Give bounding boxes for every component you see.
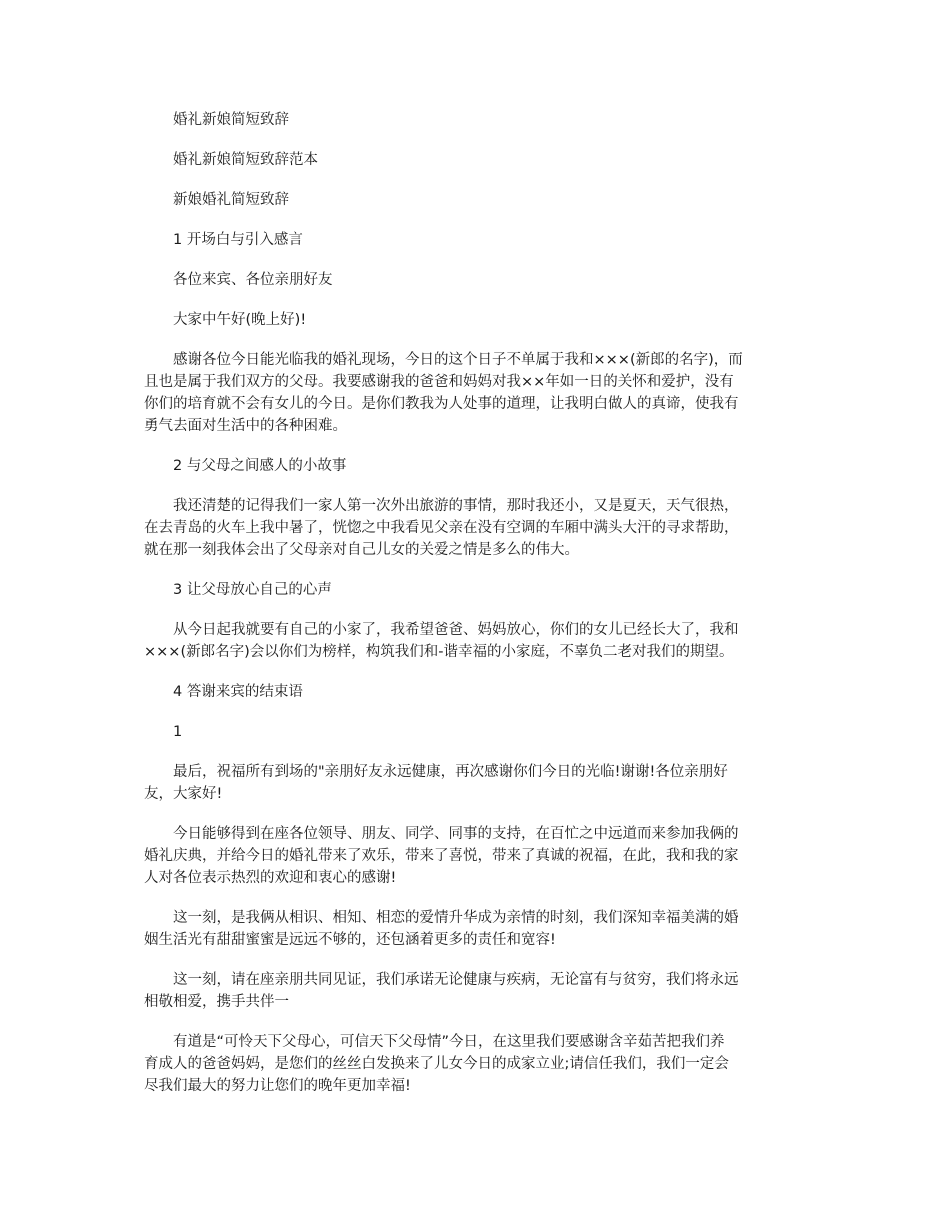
paragraph-line: 最后，祝福所有到场的"亲朋好友永远健康，再次感谢你们今日的光临!谢谢!各位亲朋好 xyxy=(173,764,728,780)
paragraph-line: 人对各位表示热烈的欢迎和衷心的感谢! xyxy=(144,870,397,886)
section-4-number: 1 xyxy=(173,724,183,740)
section-2-heading: 2 与父母之间感人的小故事 xyxy=(173,458,347,474)
title-2: 婚礼新娘简短致辞范本 xyxy=(173,152,318,168)
document-body xyxy=(144,109,809,1115)
paragraph-line: 相敬相爱，携手共伴一 xyxy=(144,994,289,1010)
parents-paragraph xyxy=(144,1031,809,1097)
section-1-hello: 大家中午好(晚上好)! xyxy=(173,312,307,328)
section-3-paragraph xyxy=(144,619,809,663)
paragraph-line: 婚礼庆典，并给今日的婚礼带来了欢乐，带来了喜悦，带来了真诚的祝福，在此，我和我的家 xyxy=(144,848,739,864)
section-2-paragraph xyxy=(144,495,809,561)
section-1-heading: 1 开场白与引入感言 xyxy=(173,232,303,248)
section-4-heading: 4 答谢来宾的结束语 xyxy=(173,684,303,700)
section-1-paragraph xyxy=(144,349,809,437)
paragraph-line: 从今日起我就要有自己的小家了，我希望爸爸、妈妈放心，你们的女儿已经长大了，我和 xyxy=(173,622,739,638)
paragraph-line: 这一刻，是我俩从相识、相知、相恋的爱情升华成为亲情的时刻，我们深知幸福美满的婚 xyxy=(173,910,739,926)
paragraph-line: 尽我们最大的努力让您们的晚年更加幸福! xyxy=(144,1078,411,1094)
paragraph-line: 这一刻，请在座亲朋共同见证，我们承诺无论健康与疾病，无论富有与贫穷，我们将永远 xyxy=(173,972,739,988)
moment-paragraph-2 xyxy=(144,969,809,1013)
final-wishes-paragraph xyxy=(144,761,809,805)
paragraph-line: 在去青岛的火车上我中暑了，恍惚之中我看见父亲在没有空调的车厢中满头大汗的寻求帮助， xyxy=(144,520,739,536)
paragraph-line: 今日能够得到在座各位领导、朋友、同学、同事的支持，在百忙之中远道而来参加我俩的 xyxy=(173,826,739,842)
paragraph-line: 勇气去面对生活中的各种困难。 xyxy=(144,418,347,434)
paragraph-line: 育成人的爸爸妈妈，是您们的丝丝白发换来了儿女今日的成家立业;请信任我们，我们一定会 xyxy=(144,1056,729,1072)
moment-paragraph-1 xyxy=(144,907,809,951)
paragraph-line: 我还清楚的记得我们一家人第一次外出旅游的事情，那时我还小，又是夏天，天气很热， xyxy=(173,498,739,514)
thanks-paragraph xyxy=(144,823,809,889)
title-3: 新娘婚礼简短致辞 xyxy=(173,192,289,208)
section-1-greeting: 各位来宾、各位亲朋好友 xyxy=(173,272,333,288)
paragraph-line: 且也是属于我们双方的父母。我要感谢我的爸爸和妈妈对我××年如一日的关怀和爱护，没有 xyxy=(144,374,734,390)
paragraph-line: 有道是“可怜天下父母心，可信天下父母情”今日，在这里我们要感谢含辛茹苦把我们养 xyxy=(173,1034,725,1050)
paragraph-line: ×××(新郎名字)会以你们为榜样，构筑我们和-谐幸福的小家庭，不辜负二老对我们的期望。 xyxy=(144,644,734,660)
paragraph-line: 姻生活光有甜甜蜜蜜是远远不够的，还包涵着更多的责任和宽容! xyxy=(144,932,556,948)
paragraph-line: 友，大家好! xyxy=(144,786,223,802)
paragraph-line: 你们的培育就不会有女儿的今日。是你们教我为人处事的道理，让我明白做人的真谛，使我有 xyxy=(144,396,739,412)
paragraph-line: 就在那一刻我体会出了父母亲对自己儿女的关爱之情是多么的伟大。 xyxy=(144,542,579,558)
section-3-heading: 3 让父母放心自己的心声 xyxy=(173,582,332,598)
title-1: 婚礼新娘简短致辞 xyxy=(173,112,289,128)
paragraph-line: 感谢各位今日能光临我的婚礼现场，今日的这个日子不单属于我和×××(新郎的名字)，而 xyxy=(173,352,743,368)
